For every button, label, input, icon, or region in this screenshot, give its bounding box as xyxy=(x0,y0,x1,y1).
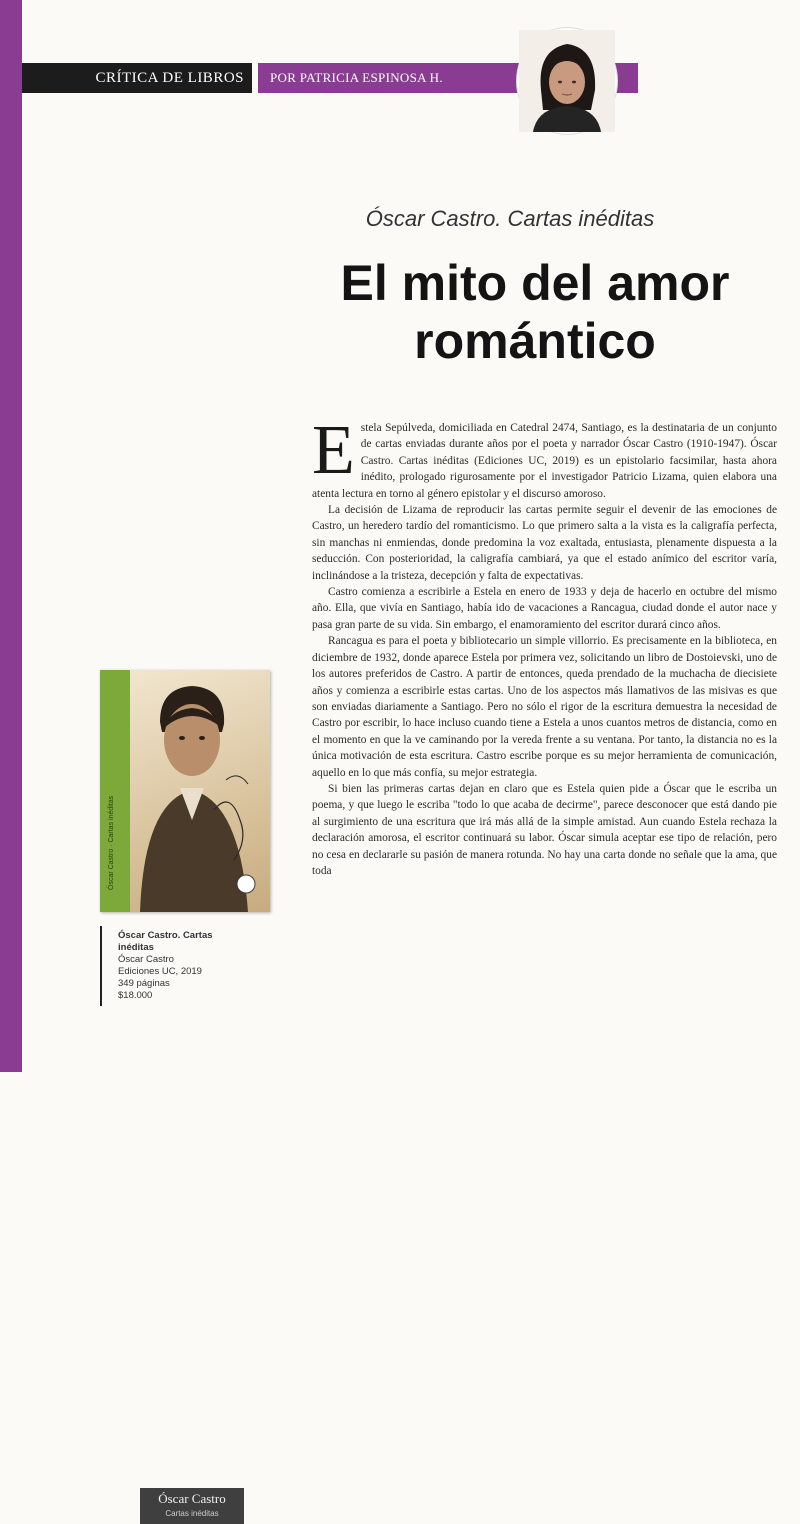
title-line-2: romántico xyxy=(414,313,656,369)
caption-line: 349 páginas xyxy=(118,978,170,989)
book-cover-photo xyxy=(130,670,270,912)
book-cover-subtitle: Cartas inéditas xyxy=(165,1509,219,1518)
book-spine xyxy=(100,670,130,912)
paragraph-1-text: stela Sepúlveda, domiciliada en Catedral 2474, Santiago, es la destinataria de un conjunto de cartas enviadas durante años por el poeta y narrador Óscar Castro (1910-1947). Óscar Castro. Cartas inéditas (Ediciones UC, 2019) es un epistolario facsimilar, hasta ahora inédito, prologado rigurosamente por el investigador Patricio Lizama, quien elabora una atenta lectura en torno al género epistolar y el discurso amoroso. xyxy=(312,422,777,500)
caption-line: Óscar Castro xyxy=(118,954,174,965)
left-accent-bar xyxy=(0,0,22,1072)
caption-line: inéditas xyxy=(118,942,154,953)
caption-line: Óscar Castro. Cartas xyxy=(118,930,213,941)
article-body xyxy=(312,412,777,879)
book-cover-label xyxy=(140,1488,244,1524)
book-caption xyxy=(118,930,248,1002)
title-line-1: El mito del amor xyxy=(340,255,730,311)
paragraph-3: Castro comienza a escribirle a Estela en enero de 1933 y deja de hacerlo en octubre del mismo año. Ella, que vivía en Santiago, había ido de vacaciones a Rancagua, ciudad donde el autor nace y pasa gran parte de su vida. Sin embargo, el enamoramiento del escritor durará cinco años. xyxy=(312,586,777,631)
book-cover-title: Óscar Castro xyxy=(158,1491,226,1506)
caption-line: Ediciones UC, 2019 xyxy=(118,966,202,977)
article-subtitle: Óscar Castro. Cartas inéditas xyxy=(365,206,655,231)
paragraph-2: La decisión de Lizama de reproducir las cartas permite seguir el devenir de las emociones de Castro, un heredero tardío del romanticismo. Lo que primero salta a la vista es la caligrafía perfecta, sin manchas ni enmiendas, donde predomina la voz exaltada, entusiasta, plenamente dispuesta a la seducción. Con posterioridad, la caligrafía cambiará, ya que el estado anímico del escritor varía, inclinándose a la tristeza, decepción y falta de expectativas. xyxy=(312,504,777,582)
author-byline: POR PATRICIA ESPINOSA H. xyxy=(258,63,638,93)
section-label: CRÍTICA DE LIBROS xyxy=(22,63,252,93)
article-title xyxy=(300,254,770,370)
paragraph-5: Si bien las primeras cartas dejan en claro que es Estela quien pide a Óscar que le escriba un poema, y que luego le escriba "todo lo que acaba de decirme", parece desconocer que está dando pie al surgimiento de una escritura que irá más allá de la simple amistad. Aun cuando Estela rechaza la declaración amorosa, el escritor continuará su labor. Óscar simula aceptar ese tipo de relación, pero no cesa en declararle su pasión de manera rotunda. No hay una carta donde no señale que la ama, que toda xyxy=(312,782,777,877)
author-photo xyxy=(517,28,617,134)
spine-text: Óscar Castro · Cartas inéditas xyxy=(108,795,115,890)
caption-line: $18.000 xyxy=(118,990,153,1001)
paragraph-1 xyxy=(312,412,777,502)
caption-rule xyxy=(100,926,102,1006)
paragraph-4: Rancagua es para el poeta y bibliotecario un simple villorrio. Es precisamente en la biblioteca, en diciembre de 1932, donde aparece Estela por primera vez, solicitando un libro de Dostoievski, uno de los autores preferidos de Castro. A partir de entonces, queda prendado de la muchacha de diecisiete años y comienza a escribirle estas cartas. Uno de los aspectos más llamativos de las misivas es que son enviadas diariamente a Santiago. Pero no sólo el rigor de la escritura demuestra la necesidad de Castro por escribir, lo hace incluso cuando tiene a Estela a unos cuantos metros de distancia, como en el momento en que la ve caminando por la vereda frente a su ventana. Por tanto, la distancia no es la única motivación de esta escritura. Castro escribe porque es su mejor herramienta de comunicación, aquello en lo que más confía, su mejor estrategia. xyxy=(312,635,777,779)
drop-cap: E xyxy=(312,412,355,489)
